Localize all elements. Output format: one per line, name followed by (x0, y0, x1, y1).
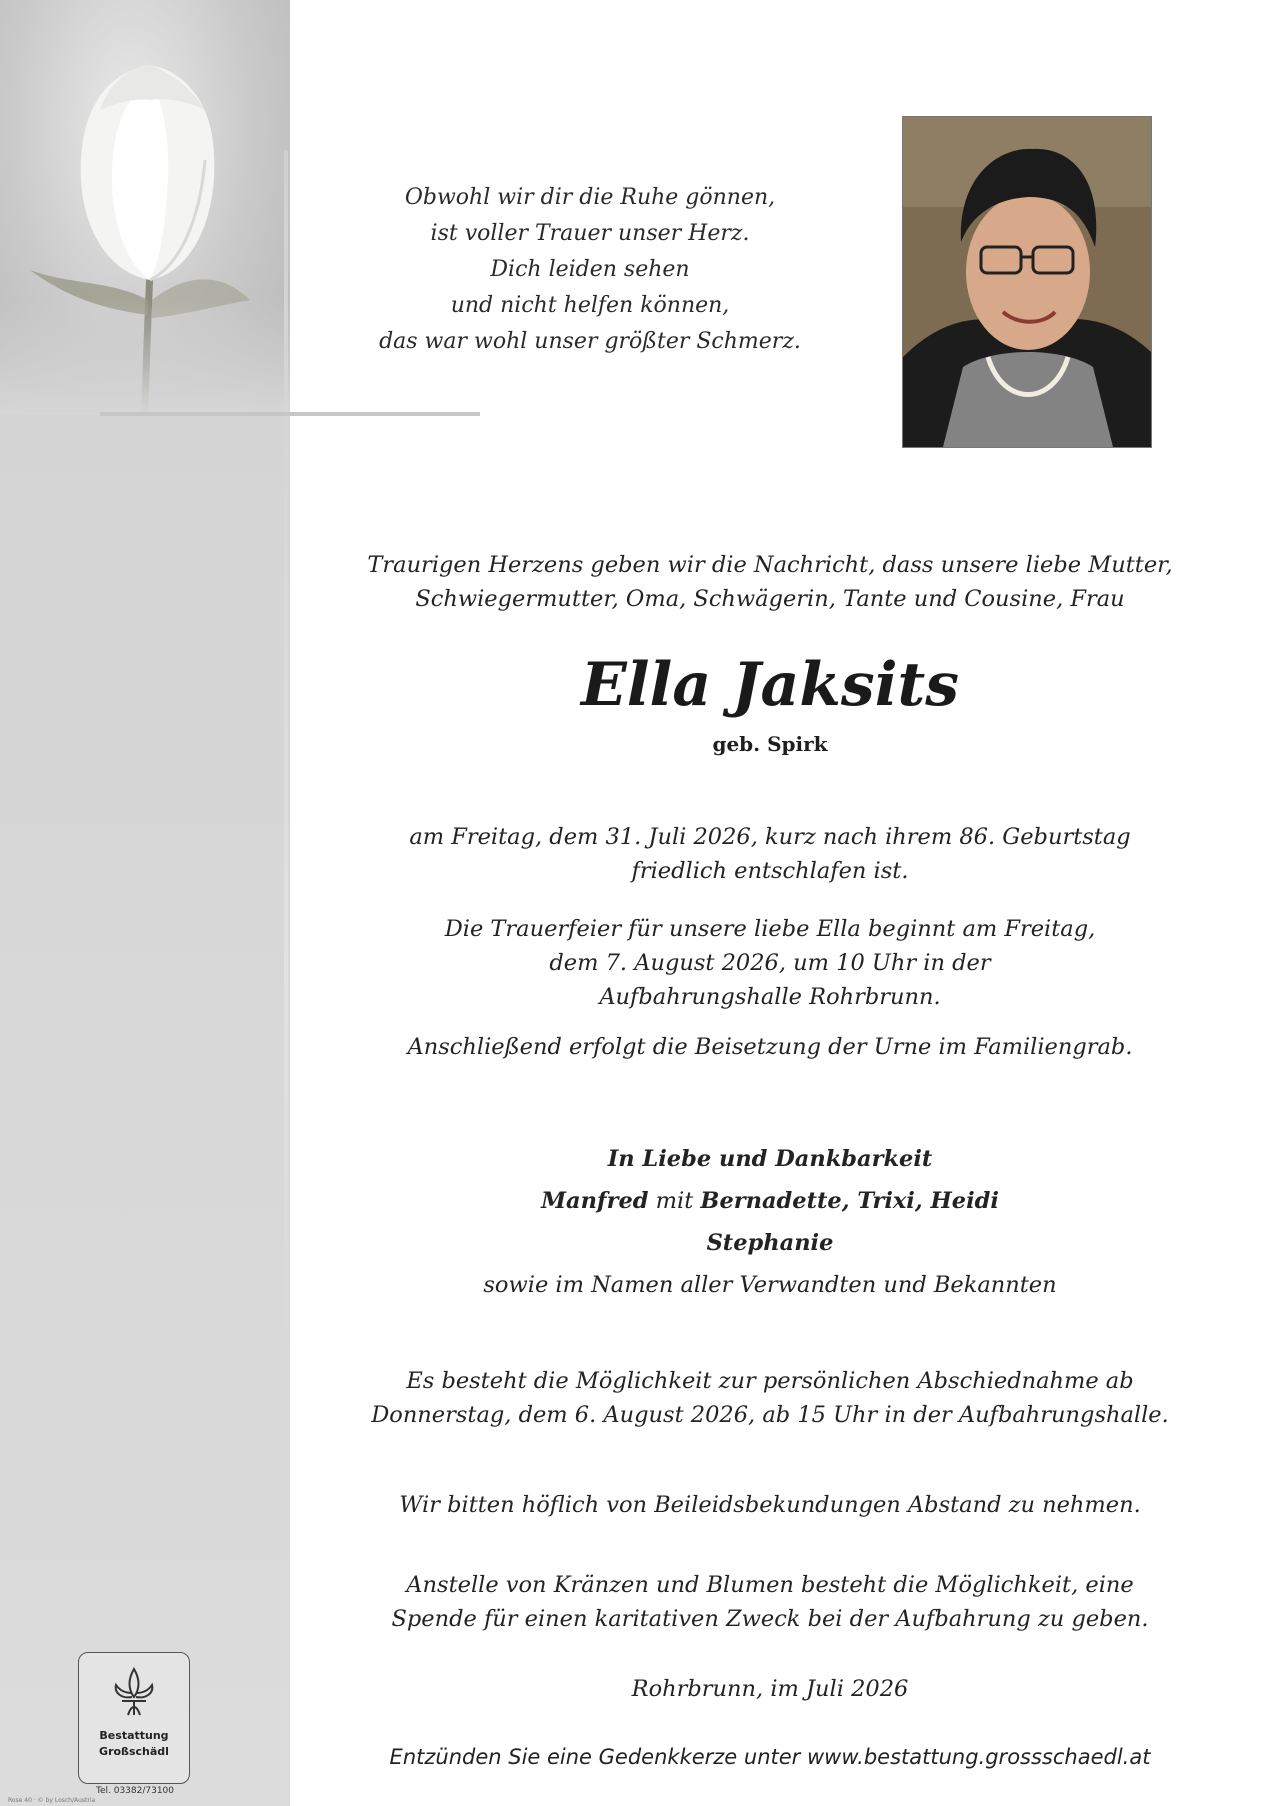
candle-link-text: Entzünden Sie eine Gedenkkerze unter www.bestattung.grossschaedl.at (389, 1745, 1151, 1769)
passing-line: friedlich entschlafen ist. (631, 858, 909, 884)
poem-line: und nicht helfen können, (450, 293, 730, 318)
family-section (330, 1138, 1210, 1306)
ceremony-line: Die Trauerfeier für unsere liebe Ella beginnt am Freitag, (444, 916, 1096, 942)
intro-text (330, 548, 1210, 616)
donation-line: Spende für einen karitativen Zweck bei der Aufbahrung zu geben. (391, 1606, 1149, 1632)
poem (330, 180, 850, 360)
farewell-text (330, 1364, 1210, 1432)
family-line-2: Stephanie (706, 1230, 834, 1256)
family-connector: mit (648, 1188, 701, 1214)
rose-fade (0, 300, 290, 415)
family-heading: In Liebe und Dankbarkeit (607, 1146, 933, 1172)
logo-telephone: Tel. 03382/73100 (95, 1786, 175, 1796)
logo-line-1: Bestattung (99, 1729, 169, 1742)
funeral-home-logo (78, 1652, 190, 1784)
portrait-icon (903, 117, 1151, 447)
family-primary-name: Manfred (541, 1188, 649, 1214)
passing-text (330, 820, 1210, 888)
cross-horizontal (100, 412, 480, 416)
intro-line: Schwiegermutter, Oma, Schwägerin, Tante und Cousine, Frau (415, 586, 1125, 612)
farewell-line: Es besteht die Möglichkeit zur persönlichen Abschiednahme ab (406, 1368, 1134, 1394)
donation-line: Anstelle von Kränzen und Blumen besteht die Möglichkeit, eine (406, 1572, 1134, 1598)
burial-text: Anschließend erfolgt die Beisetzung der Urne im Familiengrab. (407, 1034, 1133, 1060)
poem-line: das war wohl unser größter Schmerz. (379, 329, 801, 354)
portrait-photo (902, 116, 1152, 448)
deceased-name: Ella Jaksits (581, 650, 959, 720)
maiden-name: geb. Spirk (712, 732, 828, 756)
family-line-3: sowie im Namen aller Verwandten und Bekannten (483, 1272, 1057, 1298)
donation-text (330, 1568, 1210, 1636)
fineprint: Rose 40 · © by Losch/Austria (8, 1797, 96, 1804)
fleur-de-lis-icon (104, 1663, 164, 1723)
intro-line: Traurigen Herzens geben wir die Nachricht, dass unsere liebe Mutter, (367, 552, 1173, 578)
logo-line-2: Großschädl (99, 1745, 169, 1758)
poem-line: Obwohl wir dir die Ruhe gönnen, (404, 185, 776, 210)
poem-line: Dich leiden sehen (490, 257, 690, 282)
poem-line: ist voller Trauer unser Herz. (430, 221, 750, 246)
passing-line: am Freitag, dem 31. Juli 2026, kurz nach ihrem 86. Geburtstag (409, 824, 1131, 850)
ceremony-line: Aufbahrungshalle Rohrbrunn. (599, 984, 941, 1010)
cross-vertical (284, 150, 288, 1340)
ceremony-line: dem 7. August 2026, um 10 Uhr in der (549, 950, 991, 976)
family-line-1 (330, 1180, 1210, 1222)
ceremony-text (330, 912, 1210, 1014)
farewell-line: Donnerstag, dem 6. August 2026, ab 15 Uhr in der Aufbahrungshalle. (371, 1402, 1169, 1428)
family-other-names: Bernadette, Trixi, Heidi (700, 1188, 999, 1214)
condolences-text: Wir bitten höflich von Beileidsbekundungen Abstand zu nehmen. (399, 1492, 1141, 1518)
place-date: Rohrbrunn, im Juli 2026 (631, 1676, 909, 1702)
